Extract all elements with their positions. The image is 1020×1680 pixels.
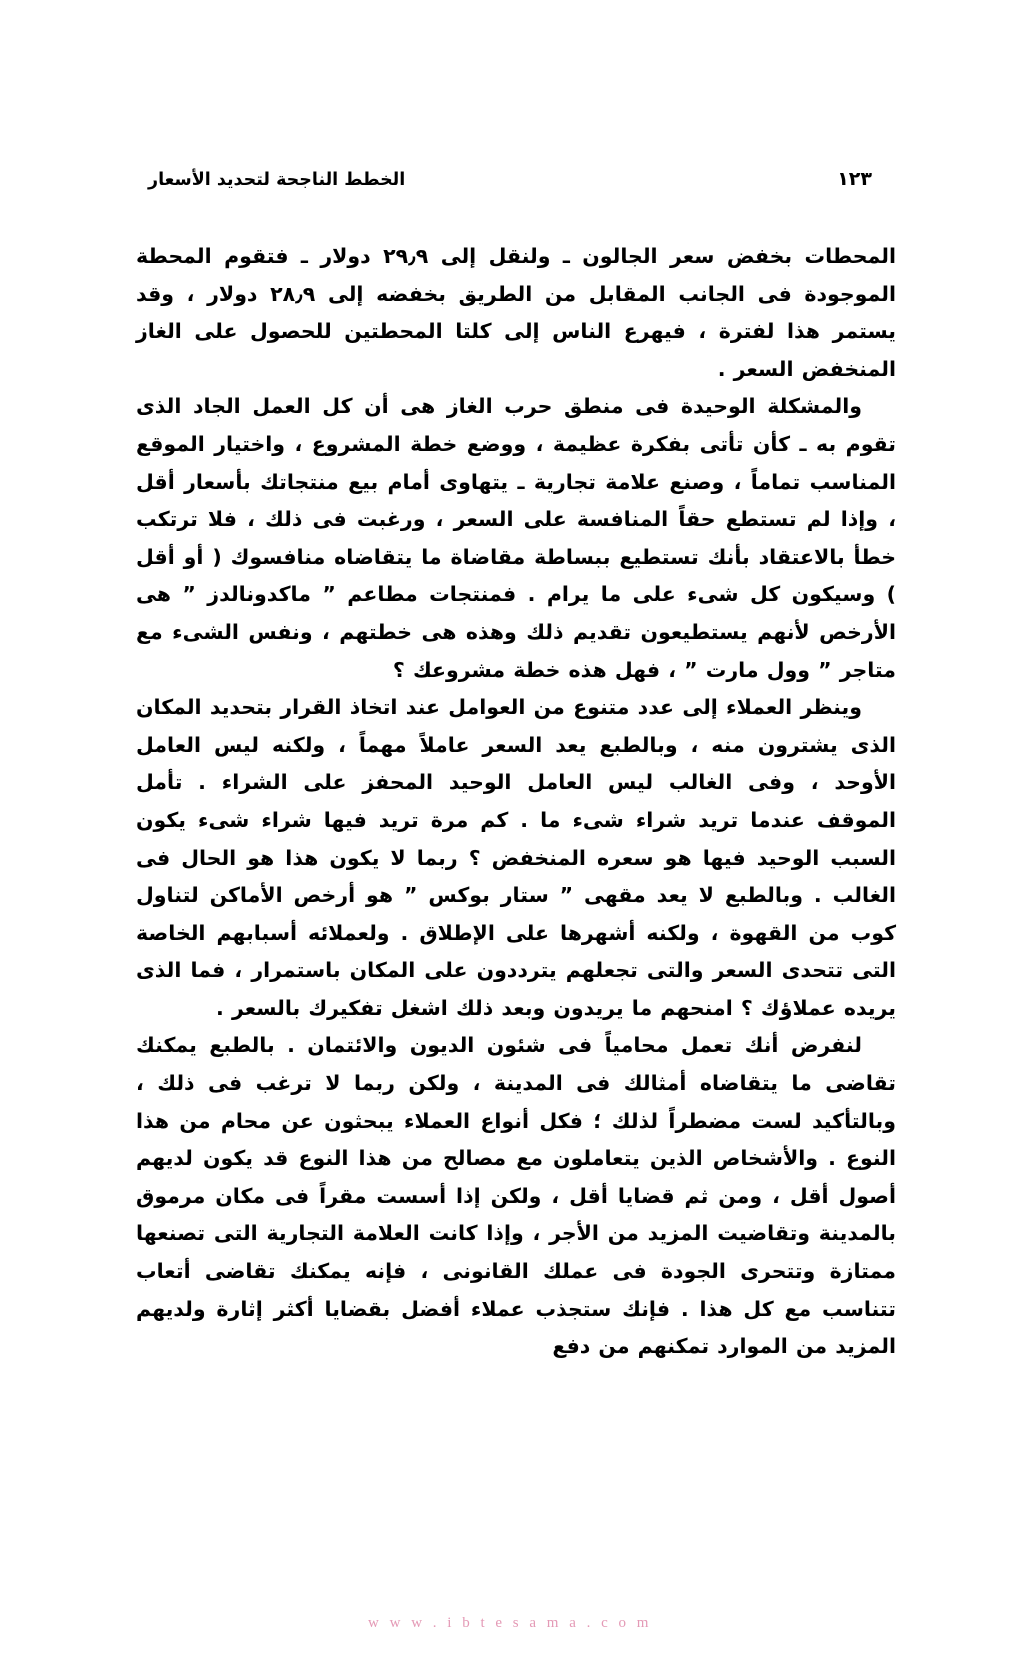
running-head (148, 168, 872, 198)
paragraph: لنفرض أنك تعمل محامياً فى شئون الديون والائتمان . بالطبع يمكنك تقاضى ما يتقاضاه أمثالك فى المدينة ، ولكن ربما لا ترغب فى ذلك ، وبالتأكيد لست مضطراً لذلك ؛ فكل أنواع العملاء يبحثون عن محام من هذا النوع . والأشخاص الذين يتعاملون مع مصالح من هذا النوع قد يكون لديهم أصول أقل ، ومن ثم قضايا أقل ، ولكن إذا أسست مقراً فى مكان مرموق بالمدينة وتقاضيت المزيد من الأجر ، وإذا كانت العلامة التجارية التى تصنعها ممتازة وتتحرى الجودة فى عملك القانونى ، فإنه يمكنك تقاضى أتعاب تتناسب مع كل هذا . فإنك ستجذب عملاء أفضل بقضايا أكثر إثارة ولديهم المزيد من الموارد تمكنهم من دفع (136, 1033, 896, 1359)
paragraph: المحطات بخفض سعر الجالون ـ ولنقل إلى ٢٩٫٩ دولار ـ فتقوم المحطة الموجودة فى الجانب المقابل من الطريق بخفضه إلى ٢٨٫٩ دولار ، وقد يستمر هذا لفترة ، فيهرع الناس إلى كلتا المحطتين للحصول على الغاز المنخفض السعر . (136, 244, 896, 381)
site-watermark: w w w . i b t e s a m a . c o m (368, 1615, 652, 1631)
running-title: الخطط الناجحة لتحديد الأسعار (148, 170, 406, 190)
paragraph: والمشكلة الوحيدة فى منطق حرب الغاز هى أن كل العمل الجاد الذى تقوم به ـ كأن تأتى بفكرة عظيمة ، ووضع خطة المشروع ، واختيار الموقع المناسب تماماً ، وصنع علامة تجارية ـ يتهاوى أمام بيع منتجاتك بأسعار أقل ، وإذا لم تستطع حقاً المنافسة على السعر ، ورغبت فى ذلك ، فلا ترتكب خطأ بالاعتقاد بأنك تستطيع ببساطة مقاضاة ما يتقاضاه منافسوك ( أو أقل ) وسيكون كل شىء على ما يرام . فمنتجات مطاعم ” ماكدونالدز ” هى الأرخص لأنهم يستطيعون تقديم ذلك وهذه هى خطتهم ، ونفس الشىء مع متاجر ” وول مارت ” ، فهل هذه خطة مشروعك ؟ (136, 394, 896, 682)
body-text-block (136, 238, 896, 1366)
paragraph: وينظر العملاء إلى عدد متنوع من العوامل عند اتخاذ القرار بتحديد المكان الذى يشترون منه ، وبالطبع يعد السعر عاملاً مهماً ، ولكنه ليس العامل الأوحد ، وفى الغالب ليس العامل الوحيد المحفز على الشراء . تأمل الموقف عندما تريد شراء شىء ما . كم مرة تريد فيها شراء شىء يكون السبب الوحيد فيها هو سعره المنخفض ؟ ربما لا يكون هذا هو الحال فى الغالب . وبالطبع لا يعد مقهى ” ستار بوكس ” هو أرخص الأماكن لتناول كوب من القهوة ، ولكنه أشهرها على الإطلاق . ولعملائه أسبابهم الخاصة التى تتحدى السعر والتى تجعلهم يترددون على المكان باستمرار ، فما الذى يريده عملاؤك ؟ امنحهم ما يريدون وبعد ذلك اشغل تفكيرك بالسعر . (136, 695, 896, 1020)
page-number: ١٢٣ (837, 168, 872, 190)
